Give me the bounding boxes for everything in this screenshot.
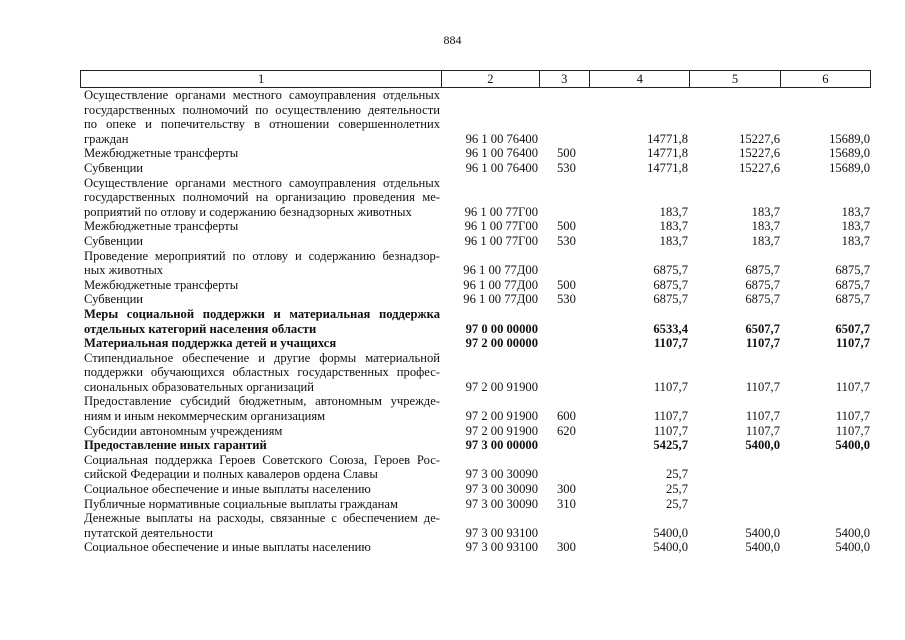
- row-value-col4: 25,7: [665, 496, 688, 511]
- row-value-col4: 5400,0: [653, 540, 688, 555]
- row-description: [80, 249, 440, 278]
- description-line: сийской Федерации и полных кавалеров ордена Славы: [84, 467, 378, 482]
- row-code: 96 1 00 76400: [465, 146, 538, 161]
- table-row: [80, 249, 870, 278]
- row-value-col4: 6875,7: [653, 292, 688, 307]
- description-line: Межбюджетные трансферты: [84, 219, 239, 234]
- row-value-col6: 183,7: [841, 219, 870, 234]
- row-value-col5: 183,7: [751, 219, 780, 234]
- row-value-col5: 6507,7: [745, 321, 780, 336]
- row-type: 300: [557, 540, 576, 555]
- row-value-col6: 15689,0: [829, 160, 870, 175]
- row-value-col5: 183,7: [751, 204, 780, 219]
- description-line: путатской деятельности: [84, 525, 213, 540]
- description-line: Материальная поддержка детей и учащихся: [84, 336, 337, 351]
- row-description: [80, 219, 440, 234]
- table-body: [80, 88, 870, 555]
- row-value-col5: 1107,7: [745, 409, 780, 424]
- table-row: [80, 219, 870, 234]
- table-row: [80, 176, 870, 220]
- row-value-col4: 1107,7: [653, 409, 688, 424]
- row-code: 97 3 00 00000: [465, 438, 538, 453]
- table-row: [80, 497, 870, 512]
- row-value-col6: 6875,7: [835, 292, 870, 307]
- description-line: ниям и иным некоммерческим организациям: [84, 409, 326, 424]
- table-row: [80, 394, 870, 423]
- row-code: 97 2 00 91900: [465, 409, 538, 424]
- row-type: 500: [557, 219, 576, 234]
- table-row: [80, 424, 870, 439]
- table-row: [80, 307, 870, 336]
- row-value-col6: 183,7: [841, 233, 870, 248]
- row-value-col4: 1107,7: [654, 336, 688, 351]
- row-value-col6: 183,7: [841, 204, 870, 219]
- table-row: [80, 351, 870, 395]
- row-value-col6: 6507,7: [835, 321, 870, 336]
- row-description: [80, 307, 440, 336]
- row-code: 96 1 00 77Д00: [463, 292, 538, 307]
- row-value-col6: 15689,0: [829, 146, 870, 161]
- table-row: [80, 161, 870, 176]
- row-type: 500: [557, 146, 576, 161]
- row-description: [80, 336, 440, 351]
- row-value-col4: 5425,7: [653, 438, 688, 453]
- description-line: Осуществление органами местного самоуправления отдельных: [84, 88, 440, 102]
- row-value-col5: 1107,7: [745, 379, 780, 394]
- row-value-col6: 1107,7: [835, 409, 870, 424]
- header-col-6: 6: [781, 71, 871, 87]
- description-line: Субвенции: [84, 292, 144, 307]
- row-description: [80, 292, 440, 307]
- row-value-col4: 14771,8: [647, 131, 688, 146]
- row-code: 97 0 00 00000: [465, 321, 538, 336]
- row-value-col6: 6875,7: [835, 277, 870, 292]
- row-value-col4: 14771,8: [647, 146, 688, 161]
- row-type: 300: [557, 482, 576, 497]
- row-code: 97 3 00 93100: [465, 540, 538, 555]
- table-header: [80, 70, 871, 88]
- header-col-3: 3: [540, 71, 591, 87]
- description-line: Предоставление иных гарантий: [84, 438, 267, 453]
- table-row: [80, 278, 870, 293]
- row-value-col5: 5400,0: [745, 438, 780, 453]
- row-code: 97 2 00 00000: [465, 336, 538, 351]
- header-col-1: 1: [81, 71, 442, 87]
- row-description: [80, 424, 440, 439]
- row-description: [80, 394, 440, 423]
- row-code: 97 2 00 91900: [465, 423, 538, 438]
- table-row: [80, 336, 870, 351]
- row-type: 530: [557, 233, 576, 248]
- row-code: 97 3 00 30090: [465, 467, 538, 482]
- description-line: Осуществление органами местного самоуправления отдельных: [84, 175, 440, 190]
- description-line: Стипендиальное обеспечение и другие формы материальной: [84, 350, 440, 365]
- row-value-col4: 183,7: [659, 219, 688, 234]
- row-value-col5: 183,7: [751, 233, 780, 248]
- row-code: 97 3 00 93100: [465, 525, 538, 540]
- description-line: Субвенции: [84, 160, 144, 175]
- row-description: [80, 146, 440, 161]
- description-line: Денежные выплаты на расходы, связанные с обеспечением де-: [84, 511, 440, 526]
- table-row: [80, 146, 870, 161]
- row-code: 96 1 00 77Г00: [464, 233, 538, 248]
- row-value-col4: 5400,0: [653, 525, 688, 540]
- row-value-col6: 6875,7: [835, 263, 870, 278]
- row-type: 530: [557, 292, 576, 307]
- description-line: Предоставление субсидий бюджетным, автономным учрежде-: [84, 394, 440, 409]
- row-value-col5: 1107,7: [745, 423, 780, 438]
- row-value-col4: 183,7: [659, 204, 688, 219]
- row-value-col6: 15689,0: [829, 131, 870, 146]
- row-code: 96 1 00 77Д00: [463, 263, 538, 278]
- row-code: 96 1 00 77Г00: [464, 219, 538, 234]
- row-description: [80, 278, 440, 293]
- description-line: по опеке и попечительству в отношении совершеннолетних: [84, 117, 440, 132]
- row-value-col6: 5400,0: [835, 525, 870, 540]
- row-description: [80, 482, 440, 497]
- row-value-col5: 15227,6: [739, 146, 780, 161]
- description-line: государственных полномочий по осуществлению деятельности: [84, 102, 440, 117]
- description-line: Меры социальной поддержки и материальная поддержка: [84, 306, 440, 321]
- row-value-col5: 15227,6: [739, 131, 780, 146]
- row-description: [80, 540, 440, 555]
- description-line: граждан: [84, 131, 129, 146]
- row-description: [80, 234, 440, 249]
- table-row: [80, 292, 870, 307]
- row-code: 96 1 00 76400: [465, 131, 538, 146]
- row-value-col6: 5400,0: [835, 438, 870, 453]
- header-col-5: 5: [690, 71, 780, 87]
- row-code: 97 3 00 30090: [465, 482, 538, 497]
- row-type: 500: [557, 277, 576, 292]
- row-value-col6: 5400,0: [835, 540, 870, 555]
- header-col-4: 4: [590, 71, 690, 87]
- description-line: роприятий по отлову и содержанию безнадзорных животных: [84, 204, 412, 219]
- row-value-col4: 1107,7: [653, 379, 688, 394]
- row-description: [80, 161, 440, 176]
- row-type: 530: [557, 160, 576, 175]
- row-value-col6: 1107,7: [835, 423, 870, 438]
- row-value-col4: 25,7: [665, 467, 688, 482]
- description-line: Проведение мероприятий по отлову и содержанию безнадзор-: [84, 248, 440, 263]
- row-type: 310: [557, 496, 576, 511]
- row-code: 97 2 00 91900: [465, 379, 538, 394]
- row-value-col6: 1107,7: [835, 379, 870, 394]
- table-row: [80, 511, 870, 540]
- description-line: Межбюджетные трансферты: [84, 146, 239, 161]
- row-value-col5: 5400,0: [745, 540, 780, 555]
- row-description: [80, 351, 440, 395]
- row-value-col4: 183,7: [659, 233, 688, 248]
- row-type: 600: [557, 409, 576, 424]
- row-description: [80, 88, 440, 146]
- row-description: [80, 176, 440, 220]
- page-number: 884: [443, 33, 462, 47]
- row-value-col5: 6875,7: [745, 277, 780, 292]
- description-line: государственных полномочий на организацию проведения ме-: [84, 190, 440, 205]
- table-row: [80, 438, 870, 453]
- header-col-2: 2: [442, 71, 539, 87]
- row-value-col5: 5400,0: [745, 525, 780, 540]
- description-line: Субвенции: [84, 233, 144, 248]
- row-type: 620: [557, 423, 576, 438]
- description-line: поддержки обучающихся областных государственных профес-: [84, 365, 440, 380]
- description-line: Социальное обеспечение и иные выплаты населению: [84, 482, 371, 497]
- row-description: [80, 497, 440, 512]
- row-code: 96 1 00 77Г00: [464, 204, 538, 219]
- row-value-col4: 14771,8: [647, 160, 688, 175]
- description-line: Межбюджетные трансферты: [84, 277, 239, 292]
- table-row: [80, 234, 870, 249]
- description-line: Социальное обеспечение и иные выплаты населению: [84, 540, 371, 555]
- row-value-col6: 1107,7: [836, 336, 870, 351]
- table-row: [80, 482, 870, 497]
- description-line: Субсидии автономным учреждениям: [84, 423, 283, 438]
- row-value-col4: 6533,4: [653, 321, 688, 336]
- row-code: 97 3 00 30090: [465, 496, 538, 511]
- row-description: [80, 511, 440, 540]
- row-value-col4: 6875,7: [653, 277, 688, 292]
- row-value-col4: 6875,7: [653, 263, 688, 278]
- row-value-col4: 25,7: [665, 482, 688, 497]
- description-line: сиональных образовательных организаций: [84, 379, 314, 394]
- row-value-col4: 1107,7: [653, 423, 688, 438]
- description-line: Публичные нормативные социальные выплаты гражданам: [84, 496, 398, 511]
- row-value-col5: 1107,7: [746, 336, 780, 351]
- row-description: [80, 438, 440, 453]
- description-line: Социальная поддержка Героев Советского Союза, Героев Рос-: [84, 452, 440, 467]
- row-code: 96 1 00 76400: [465, 160, 538, 175]
- description-line: отдельных категорий населения области: [84, 321, 317, 336]
- table-row: [80, 540, 870, 555]
- description-line: ных животных: [84, 263, 164, 278]
- row-code: 96 1 00 77Д00: [463, 277, 538, 292]
- row-value-col5: 6875,7: [745, 263, 780, 278]
- row-value-col5: 6875,7: [745, 292, 780, 307]
- table-row: [80, 453, 870, 482]
- row-value-col5: 15227,6: [739, 160, 780, 175]
- row-description: [80, 453, 440, 482]
- table-row: [80, 88, 870, 146]
